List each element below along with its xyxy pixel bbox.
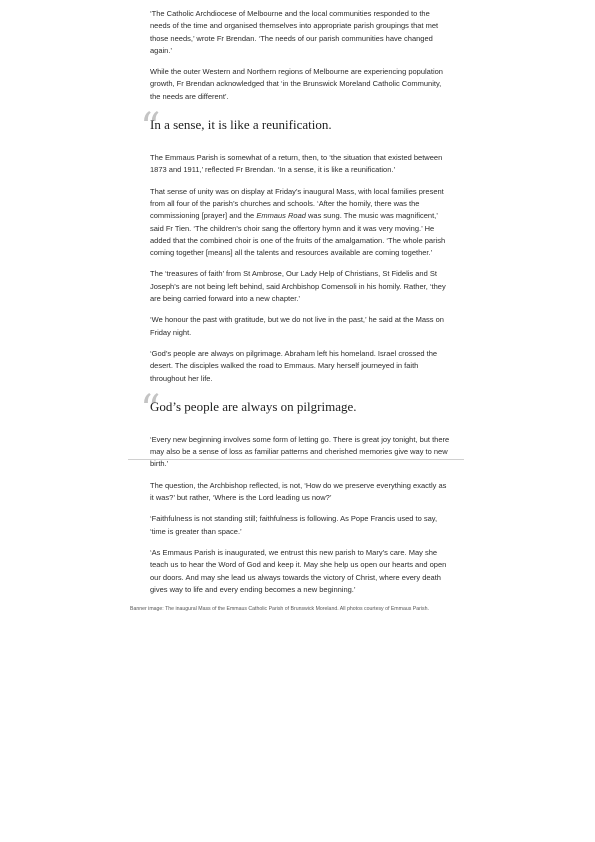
paragraph-entrust-mary: ‘As Emmaus Parish is inaugurated, we entrust this new parish to Mary’s care. May she teach us to hear the Word of God and keep it. May she help us open our hearts and open our doors. And may she lead us always towards the victory of Christ, where every death gives way to life and every ending becomes a new beginning.’ [150, 547, 447, 594]
paragraph-new-beginning: ‘Every new beginning involves some form of letting go. There is great joy tonight, but there may also be a sense of loss as familiar patterns and cherished memories give way to new birth.’ [150, 434, 450, 469]
paragraph-treasures: The ‘treasures of faith’ from St Ambrose, Our Lady Help of Christians, St Fidelis and St Joseph’s are not being left behind, said Archbishop Comensoli in his homily. Rather, ‘they are being carried forward into a new chapter.’ [150, 269, 446, 304]
paragraph-return: The Emmaus Parish is somewhat of a return, then, to ‘the situation that existed between 1873 and 1911,’ reflected Fr Brendan. ‘In a sense, it is like a reunification.’ [150, 153, 443, 175]
paragraph-unity: That sense of unity was on display at Friday’s inaugural Mass, with local families present from all four of the parish’s churches and schools. ‘After the homily, there was the commissioning [prayer] and the Emmaus Road was sung. The music was magnificent,’ said Fr Tien. ‘The children’s choir sang the offertory hymn and it was very moving.’ He added that the combined choir is one of the fruits of the amalgamation. ‘The whole parish coming together [means] all the talents and resources available are coming together.’ [150, 186, 446, 258]
emphasis-emmaus-road: Emmaus Road [256, 211, 306, 221]
paragraph-archdiocese: ‘The Catholic Archdiocese of Melbourne and the local communities responded to the needs of the time and organised themselves into appropriate parish groupings that met those needs,’ wrote Fr Brendan. ‘The needs of our parish communities have changed again.’ [150, 9, 439, 55]
quote-mark-icon: “ [140, 105, 161, 152]
paragraph-honour-past: ‘We honour the past with gratitude, but we do not live in the past,’ he said at the Mass on Friday night. [150, 315, 444, 337]
pull-quote-pilgrimage [140, 386, 450, 433]
paragraph-pilgrimage: ‘God’s people are always on pilgrimage. Abraham left his homeland. Israel crossed the desert. The disciples walked the road to Emmaus. Mary herself journeyed in faith throughout her life. [150, 348, 438, 383]
paragraph-faithfulness: ‘Faithfulness is not standing still; faithfulness is following. As Pope Francis used to say, ‘time is greater than space.’ [150, 514, 438, 536]
pull-quote-text: In a sense, it is like a reunification. [150, 117, 332, 133]
paragraph-population-growth: While the outer Western and Northern regions of Melbourne are experiencing population growth, Fr Brendan acknowledged that ‘in the Brunswick Moreland Catholic Community, the needs are different’. [150, 67, 443, 101]
pull-quote-reunification [140, 105, 450, 152]
pull-quote-text: God’s people are always on pilgrimage. [150, 398, 357, 414]
banner-image-caption: Banner image: The inaugural Mass of the Emmaus Catholic Parish of Brunswick Moreland. All photos courtesy of Emmaus Parish. [130, 606, 429, 613]
paragraph-question: The question, the Archbishop reflected, is not, ‘How do we preserve everything exactly as it was?’ but rather, ‘Where is the Lord leading us now?’ [150, 480, 447, 503]
quote-mark-icon: “ [140, 386, 161, 433]
article-column [130, 8, 450, 613]
